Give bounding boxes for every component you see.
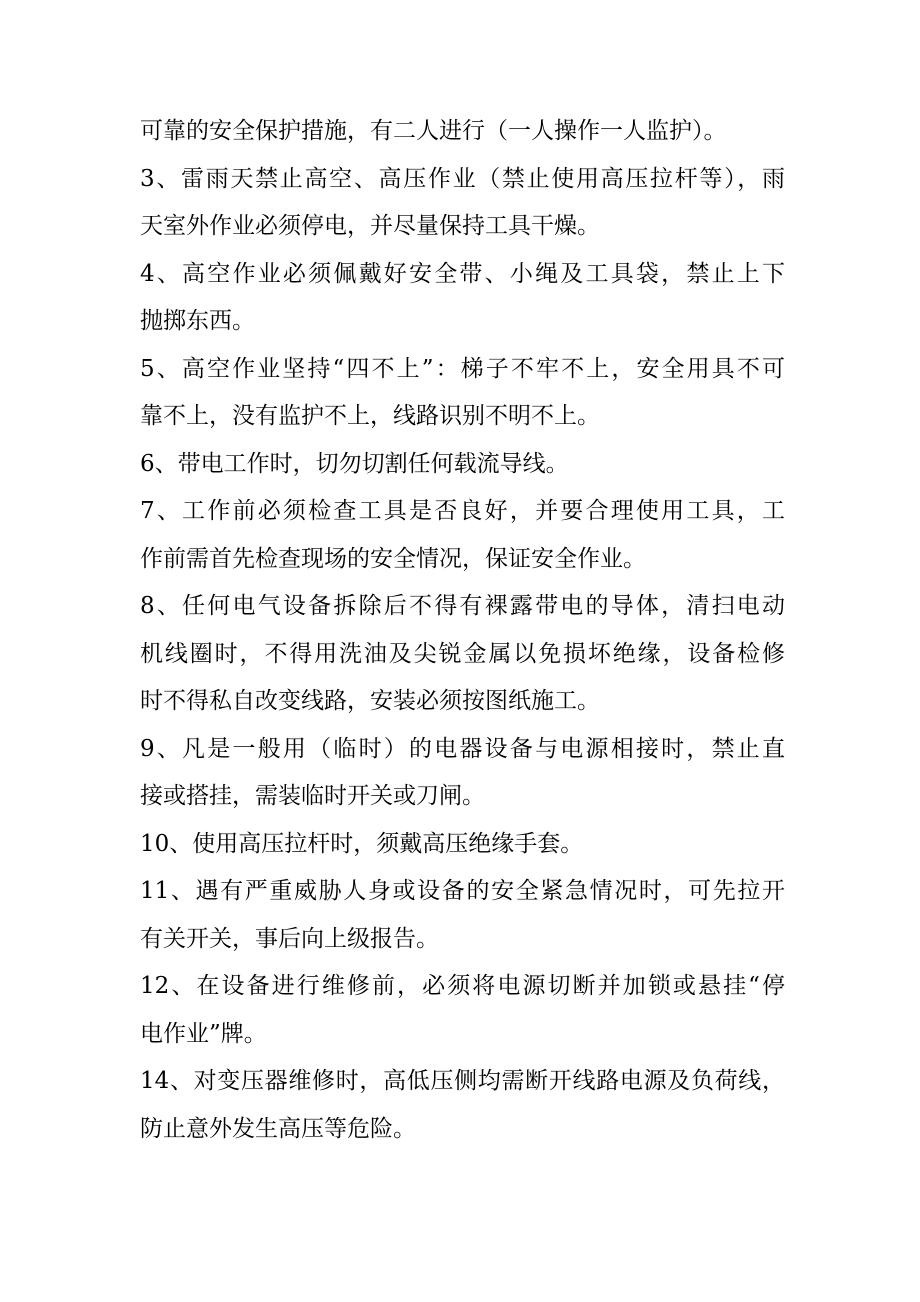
text-line: 靠不上，没有监护不上，线路识别不明不上。 [140, 403, 600, 429]
text-line: 有关开关，事后向上级报告。 [140, 925, 439, 952]
text-line: 8、任何电气设备拆除后不得有裸露带电的导体，清扫电动 [140, 593, 785, 619]
text-line: 机线圈时，不得用洗油及尖锐金属以免损坏绝缘，设备检修 [140, 640, 785, 667]
text-line: 防止意外发生高压等危险。 [140, 1115, 416, 1142]
text-line: 4、高空作业必须佩戴好安全带、小绳及工具袋，禁止上下 [140, 260, 785, 287]
text-line: 天室外作业必须停电，并尽量保持工具干燥。 [140, 213, 600, 239]
text-line: 9、凡是一般用（临时）的电器设备与电源相接时，禁止直 [140, 735, 785, 762]
text-line: 3、雷雨天禁止高空、高压作业（禁止使用高压拉杆等），雨 [140, 165, 785, 192]
text-line: 时不得私自改变线路，安装必须按图纸施工。 [140, 688, 600, 714]
text-line: 作前需首先检查现场的安全情况，保证安全作业。 [140, 545, 646, 572]
text-line: 14、对变压器维修时，高低压侧均需断开线路电源及负荷线， [140, 1068, 785, 1094]
text-line: 12、在设备进行维修前，必须将电源切断并加锁或悬挂“停 [140, 973, 785, 999]
text-line: 5、高空作业坚持“四不上”：梯子不牢不上，安全用具不可 [140, 355, 785, 382]
text-line: 可靠的安全保护措施，有二人进行（一人操作一人监护）。 [140, 118, 727, 144]
text-line: 电作业”牌。 [140, 1020, 267, 1047]
text-line: 10、使用高压拉杆时，须戴高压绝缘手套。 [140, 830, 584, 857]
text-line: 6、带电工作时，切勿切割任何载流导线。 [140, 450, 569, 477]
text-line: 7、工作前必须检查工具是否良好，并要合理使用工具，工 [140, 498, 785, 524]
text-line: 接或搭挂，需装临时开关或刀闸。 [140, 783, 485, 809]
text-line: 11、遇有严重威胁人身或设备的安全紧急情况时，可先拉开 [140, 878, 785, 904]
text-line: 抛掷东西。 [140, 308, 255, 334]
document-body [140, 108, 785, 1153]
